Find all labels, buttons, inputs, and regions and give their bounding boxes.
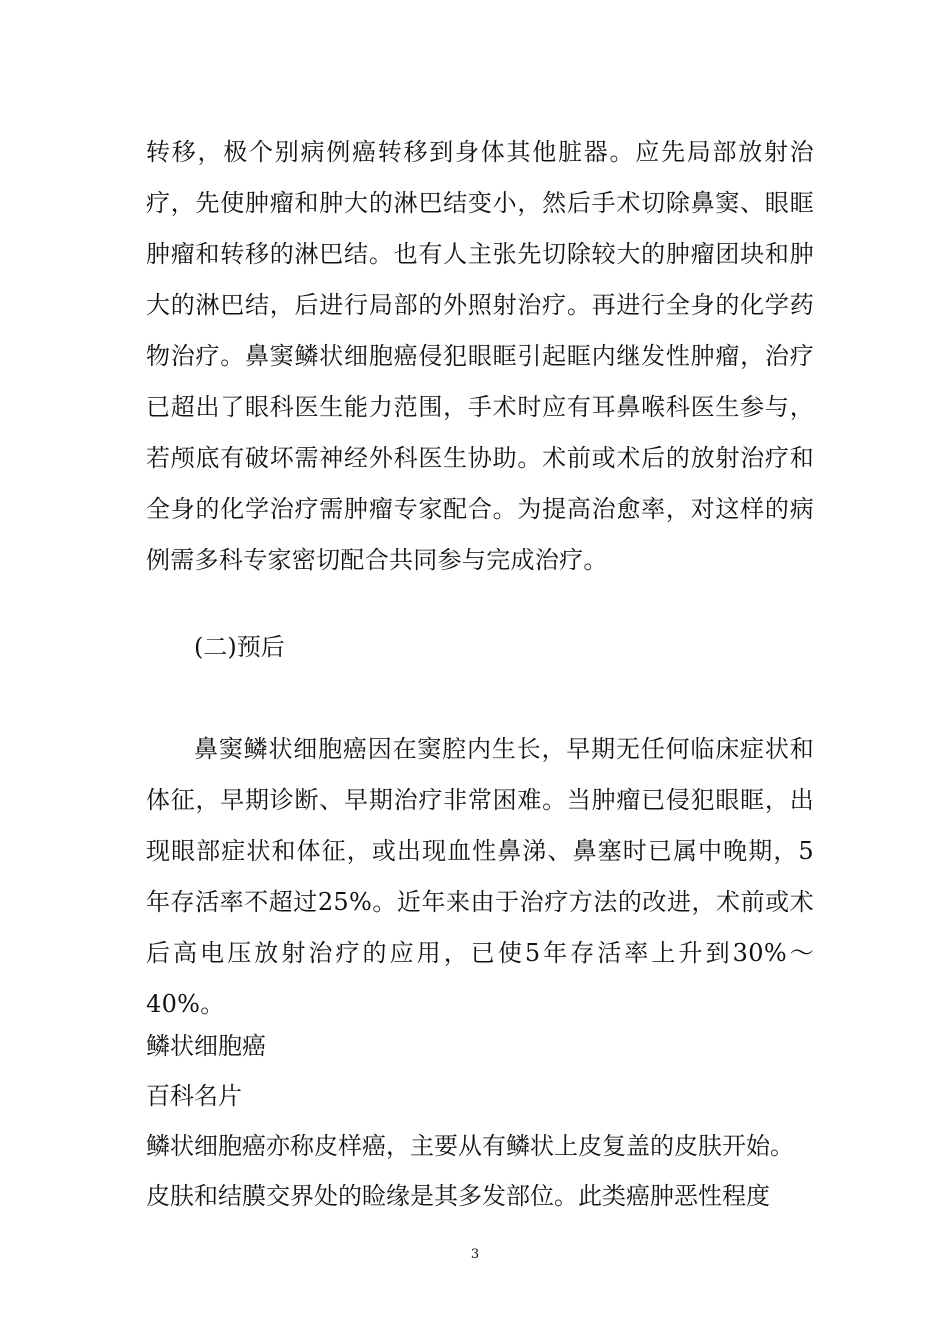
encyclopedia-excerpt xyxy=(146,1021,836,1221)
excerpt-subtitle: 百科名片 xyxy=(146,1082,242,1110)
page-number: 3 xyxy=(470,1247,480,1262)
excerpt-line-1: 鳞状细胞癌亦称皮样癌，主要从有鳞状上皮复盖的皮肤开始。 xyxy=(146,1132,794,1160)
excerpt-line-2: 皮肤和结膜交界处的睑缘是其多发部位。此类癌肿恶性程度 xyxy=(146,1182,770,1210)
paragraph-prognosis: 鼻窦鳞状细胞癌因在窦腔内生长，早期无任何临床症状和体征，早期诊断、早期治疗非常困难。当肿瘤已侵犯眼眶，出现眼部症状和体征，或出现血性鼻涕、鼻塞时已属中晚期，5年存活率不超过25%。近年来由于治疗方法的改进，术前或术后高电压放射治疗的应用，已使5年存活率上升到30%～40%。 xyxy=(146,735,814,1018)
section-heading-prognosis: (二)预后 xyxy=(194,633,285,661)
excerpt-title: 鳞状细胞癌 xyxy=(146,1032,266,1060)
paragraph-treatment: 转移，极个别病例癌转移到身体其他脏器。应先局部放射治疗，先使肿瘤和肿大的淋巴结变小，然后手术切除鼻窦、眼眶肿瘤和转移的淋巴结。也有人主张先切除较大的肿瘤团块和肿大的淋巴结，后进行局部的外照射治疗。再进行全身的化学药物治疗。鼻窦鳞状细胞癌侵犯眼眶引起眶内继发性肿瘤，治疗已超出了眼科医生能力范围，手术时应有耳鼻喉科医生参与，若颅底有破坏需神经外科医生协助。术前或术后的放射治疗和全身的化学治疗需肿瘤专家配合。为提高治愈率，对这样的病例需多科专家密切配合共同参与完成治疗。 xyxy=(146,138,814,574)
